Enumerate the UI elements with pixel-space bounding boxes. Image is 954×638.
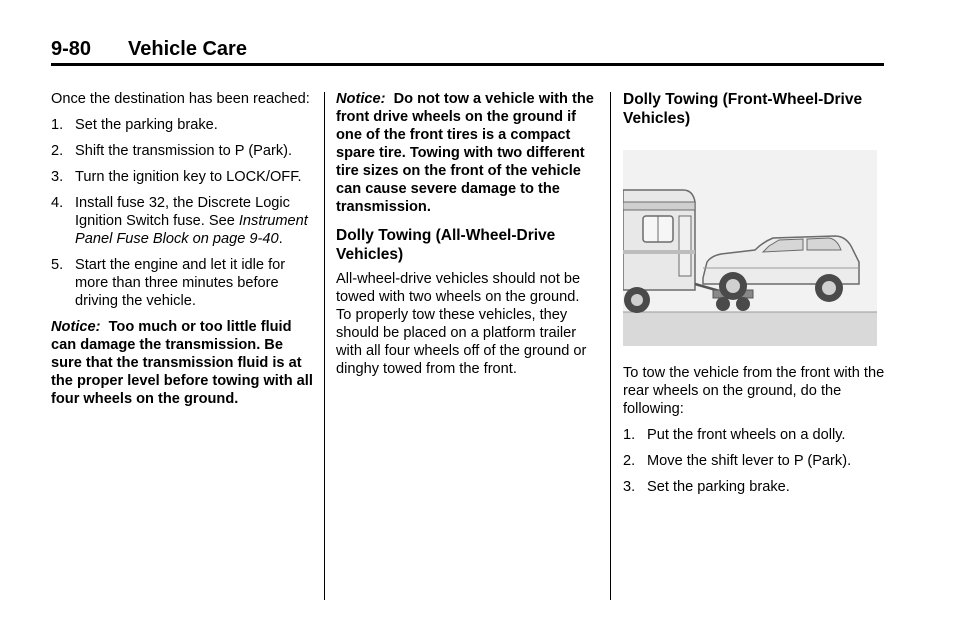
step-number: 1. [51, 117, 64, 133]
step-number: 3. [623, 479, 636, 495]
dolly-towing-illustration [623, 150, 877, 346]
notice-block [51, 318, 313, 408]
step-text: Set the parking brake. [75, 117, 218, 133]
header-rule [51, 63, 884, 66]
list-item [51, 256, 313, 310]
page-number: 9-80 [51, 38, 92, 60]
intro-text: To tow the vehicle from the front with the rear wheels on the ground, do the following: [623, 365, 885, 417]
column-divider [324, 92, 325, 600]
notice-text: Do not tow a vehicle with the front drive wheels on the ground if one of the front tires is a compact spare tire. Towing with two different tire sizes on the front of the vehicle can cause severe damage to the transmission. [336, 91, 594, 215]
step-number: 2. [623, 453, 636, 469]
intro-text: Once the destination has been reached: [51, 91, 310, 107]
step-text: Put the front wheels on a dolly. [647, 427, 846, 443]
list-item [623, 452, 885, 470]
step-text: Set the parking brake. [647, 479, 790, 495]
column-3 [623, 90, 885, 496]
list-item [623, 478, 885, 496]
step-text: Install fuse 32, the Discrete Logic Ignition Switch fuse. See [75, 195, 290, 229]
step-number: 3. [51, 169, 64, 185]
column-1 [51, 90, 313, 408]
step-text: Move the shift lever to P (Park). [647, 453, 852, 469]
section-heading: Dolly Towing (Front-Wheel-Drive Vehicles) [623, 91, 863, 127]
step-text: Shift the transmission to P (Park). [75, 143, 293, 159]
cross-reference-link[interactable]: Instrument Panel Fuse Block on page 9-40 [75, 213, 308, 247]
step-number: 2. [51, 143, 64, 159]
body-text: All-wheel-drive vehicles should not be towed with two wheels on the ground. To properly tow these vehicles, they should be placed on a platform trailer with all four wheels off of the ground or dinghy towed from the front. [336, 271, 587, 377]
step-number: 4. [51, 195, 64, 211]
step-text-tail: . [278, 231, 283, 247]
list-item [51, 116, 313, 134]
column-divider [610, 92, 611, 600]
page-header [51, 38, 884, 64]
list-item [623, 426, 885, 444]
section-heading: Dolly Towing (All-Wheel-Drive Vehicles) [336, 227, 556, 263]
step-text: Start the engine and let it idle for more than three minutes before driving the vehicle. [75, 257, 286, 309]
list-item [51, 168, 313, 186]
towing-illustration-icon [623, 150, 877, 346]
notice-text: Too much or too little fluid can damage the transmission. Be sure that the transmission fluid is at the proper level before towing with all four wheels on the ground. [51, 319, 313, 407]
step-text: Turn the ignition key to LOCK/OFF. [75, 169, 302, 185]
step-number: 5. [51, 257, 64, 273]
notice-block [336, 90, 598, 216]
notice-label: Notice: [336, 91, 386, 107]
step-number: 1. [623, 427, 636, 443]
section-title: Vehicle Care [128, 38, 247, 60]
column-2 [336, 90, 598, 378]
list-item [51, 142, 313, 160]
list-item [51, 194, 313, 248]
notice-label: Notice: [51, 319, 101, 335]
